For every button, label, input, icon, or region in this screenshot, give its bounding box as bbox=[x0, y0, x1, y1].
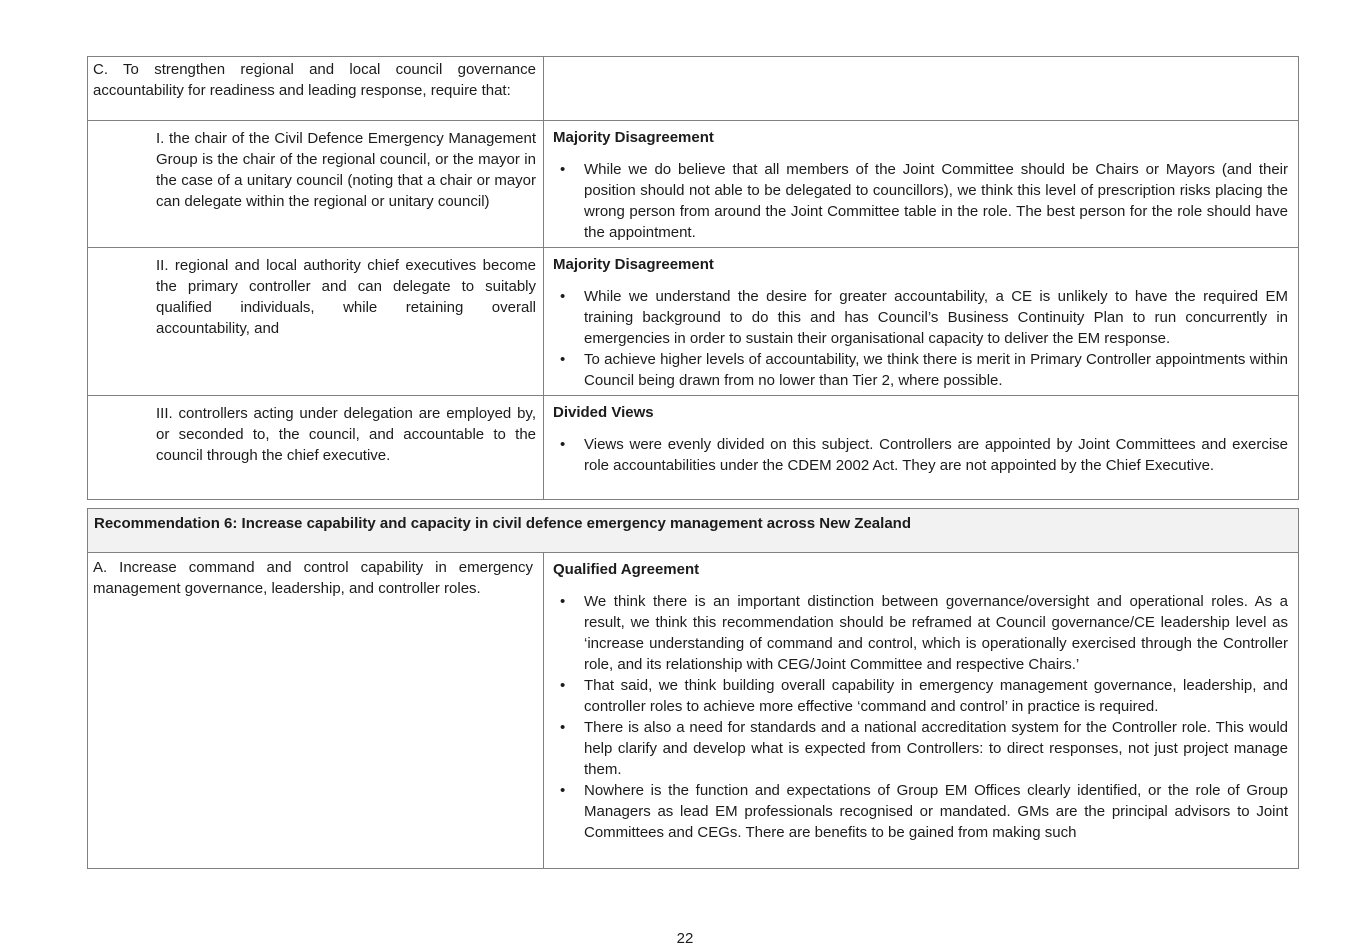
bullet-text: While we understand the desire for greater accountability, a CE is unlikely to have the required EM training background to do this and has Council’s Business Continuity Plan to run concurrently in emergencies in order to sustain their organisational capacity to deliver the EM response. bbox=[584, 288, 1288, 347]
recommendation-cell-i bbox=[88, 121, 544, 248]
bullet-icon: • bbox=[560, 288, 566, 305]
page-number-text: 22 bbox=[676, 930, 694, 947]
recommendation-6-table bbox=[87, 508, 1299, 869]
page-number bbox=[668, 930, 702, 947]
list-item bbox=[553, 286, 1288, 349]
response-heading: Majority Disagreement bbox=[553, 256, 714, 273]
recommendation-text-i: I. the chair of the Civil Defence Emergency Management Group is the chair of the regional council, or the mayor in the case of a unitary council (noting that a chair or mayor can delegate within the regional or unitary council) bbox=[156, 130, 536, 210]
bullet-icon: • bbox=[560, 436, 566, 453]
response-heading: Qualified Agreement bbox=[553, 561, 700, 578]
list-item bbox=[553, 434, 1288, 476]
bullet-text: There is also a need for standards and a national accreditation system for the Controller role. This would help clarify and develop what is expected from Controllers: to direct responses, not just project manage them. bbox=[584, 719, 1289, 778]
response-cell-iii bbox=[544, 396, 1299, 500]
table-row-a bbox=[88, 553, 1299, 869]
list-item bbox=[553, 780, 1288, 843]
bullet-icon: • bbox=[560, 161, 566, 178]
recommendation-6-header-cell bbox=[88, 509, 1299, 553]
response-cell-empty bbox=[544, 57, 1299, 121]
table-header-row bbox=[88, 509, 1299, 553]
recommendation-text-iii: III. controllers acting under delegation are employed by, or seconded to, the council, and accountable to the council through the chief executive. bbox=[156, 405, 536, 464]
list-item bbox=[553, 675, 1288, 717]
recommendation-cell-a bbox=[88, 553, 544, 869]
recommendation-5-table bbox=[87, 56, 1299, 500]
bullet-icon: • bbox=[560, 782, 566, 799]
response-heading: Divided Views bbox=[553, 404, 654, 421]
response-bullet-list bbox=[553, 591, 1288, 843]
bullet-text: That said, we think building overall capability in emergency management governance, leadership, and controller roles to achieve more effective ‘command and control’ in practice is required. bbox=[584, 677, 1289, 715]
bullet-text: Nowhere is the function and expectations of Group EM Offices clearly identified, or the role of Group Managers as lead EM professionals recognised or mandated. GMs are the principal advisors to Joint Committees and CEGs. There are benefits to be gained from making such bbox=[584, 782, 1289, 841]
bullet-icon: • bbox=[560, 719, 566, 736]
bullet-text: We think there is an important distinction between governance/oversight and operational roles. As a result, we think this recommendation should be reframed at Council governance/CE leadership level as ‘increase understanding of command and control, which is operationally exercised through the Controller role, and its relationship with CEG/Joint Committee and respective Chairs.’ bbox=[584, 593, 1289, 673]
list-item bbox=[553, 349, 1288, 391]
recommendation-cell-iii bbox=[88, 396, 544, 500]
table-row-iii bbox=[88, 396, 1299, 500]
response-bullet-list bbox=[553, 286, 1288, 391]
response-bullet-list bbox=[553, 434, 1288, 476]
bullet-icon: • bbox=[560, 351, 566, 368]
recommendation-6-title: Recommendation 6: Increase capability and capacity in civil defence emergency management across New Zealand bbox=[94, 515, 911, 532]
list-item bbox=[553, 591, 1288, 675]
response-cell-a bbox=[544, 553, 1299, 869]
recommendation-text-c: C. To strengthen regional and local council governance accountability for readiness and leading response, require that: bbox=[93, 61, 536, 99]
table-row-i bbox=[88, 121, 1299, 248]
list-item bbox=[553, 717, 1288, 780]
recommendation-text-ii: II. regional and local authority chief executives become the primary controller and can delegate to suitably qualified individuals, while retaining overall accountability, and bbox=[156, 257, 536, 337]
bullet-text: To achieve higher levels of accountability, we think there is merit in Primary Controller appointments within Council being drawn from no lower than Tier 2, where possible. bbox=[584, 351, 1288, 389]
bullet-icon: • bbox=[560, 593, 566, 610]
bullet-text: Views were evenly divided on this subject. Controllers are appointed by Joint Committees and exercise role accountabilities under the CDEM 2002 Act. They are not appointed by the Chief Executive. bbox=[584, 436, 1288, 474]
response-cell-i bbox=[544, 121, 1299, 248]
bullet-text: While we do believe that all members of the Joint Committee should be Chairs or Mayors (and their position should not able to be delegated to councillors), we think this level of prescription risks placing the wrong person from around the Joint Committee table in the role. The best person for the role should have the appointment. bbox=[584, 161, 1288, 241]
recommendation-cell-c bbox=[88, 57, 544, 121]
table-row-c bbox=[88, 57, 1299, 121]
list-item bbox=[553, 159, 1288, 243]
response-cell-ii bbox=[544, 248, 1299, 396]
bullet-icon: • bbox=[560, 677, 566, 694]
recommendation-cell-ii bbox=[88, 248, 544, 396]
response-bullet-list bbox=[553, 159, 1288, 243]
response-heading: Majority Disagreement bbox=[553, 129, 714, 146]
table-row-ii bbox=[88, 248, 1299, 396]
recommendation-text-a: A. Increase command and control capability in emergency management governance, leadership, and controller roles. bbox=[93, 559, 533, 597]
